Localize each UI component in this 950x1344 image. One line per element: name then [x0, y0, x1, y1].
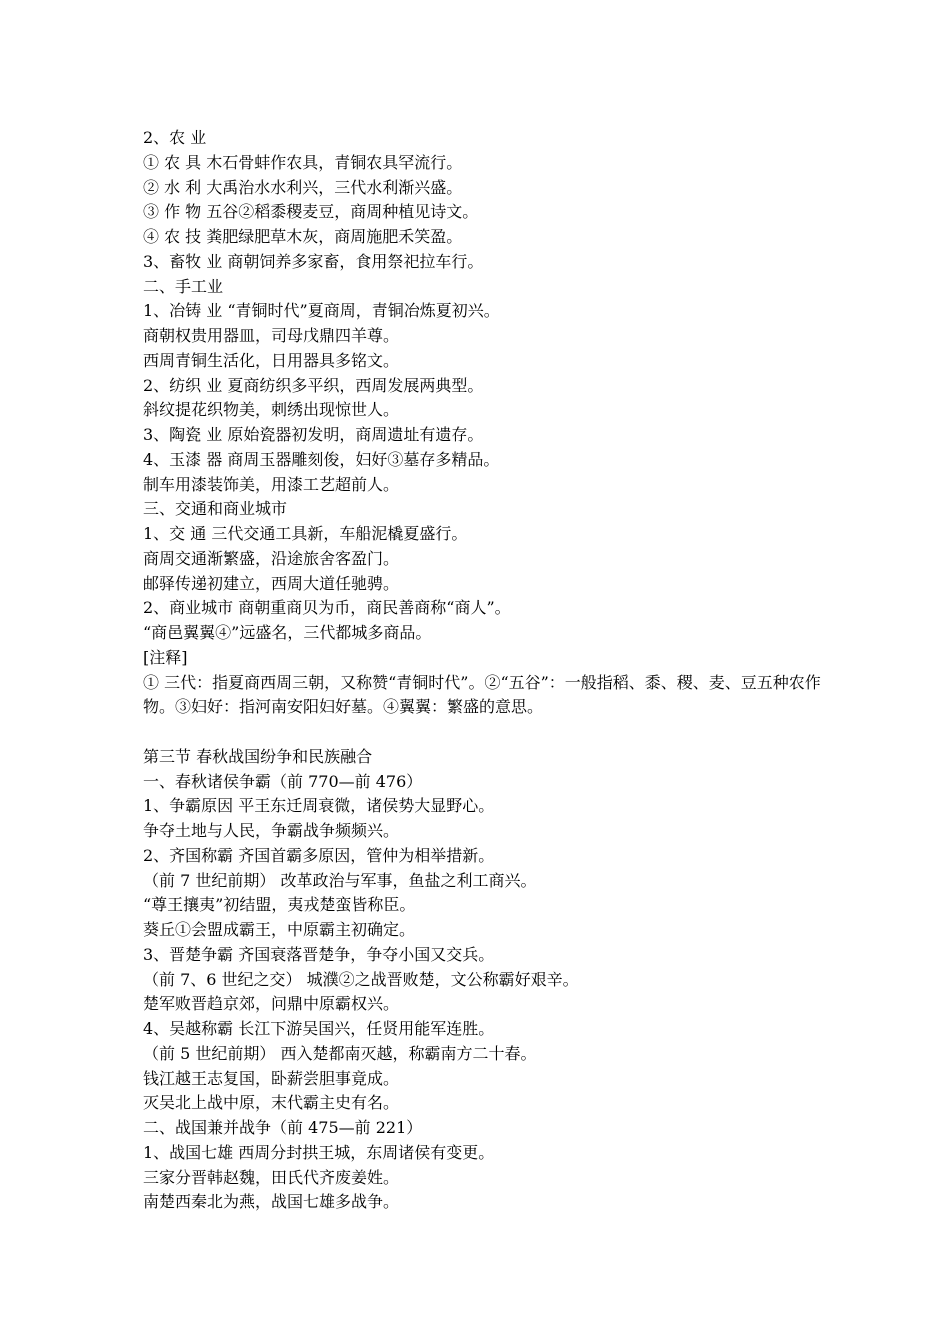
text-line: 2、纺织 业 夏商纺织多平织，西周发展两典型。: [143, 375, 484, 395]
text-line: 2、农 业: [143, 128, 207, 147]
text-line: 商周交通渐繁盛，沿途旅舍客盈门。: [143, 548, 400, 568]
text-line: 楚军败晋趋京郊，问鼎中原霸权兴。: [143, 994, 400, 1014]
text-line: ② 水 利 大禹治水水利兴，三代水利渐兴盛。: [143, 177, 463, 197]
notes-text: ① 三代：指夏商西周三朝，又称赞“青铜时代”。②“五谷”：一般指稻、黍、稷、麦、豆五种农作物。③妇好：指河南安阳妇好墓。④翼翼：繁盛的意思。: [143, 672, 821, 717]
text-line: “商邑翼翼④”远盛名，三代都城多商品。: [143, 623, 432, 642]
section-part1: [143, 126, 833, 720]
text-line: 1、战国七雄 西周分封拱王城，东周诸侯有变更。: [143, 1142, 495, 1162]
text-line: 4、玉漆 器 商周玉器雕刻俊，妇好③墓存多精品。: [143, 449, 500, 469]
document-page: [143, 126, 833, 1215]
section-heading: 二、战国兼并战争（前 475—前 221）: [143, 1118, 423, 1137]
text-line: 邮驿传递初建立，西周大道任驰骋。: [143, 573, 400, 593]
text-line: 三家分晋韩赵魏，田氏代齐废姜姓。: [143, 1167, 400, 1187]
text-line: ④ 农 技 粪肥绿肥草木灰，商周施肥禾笑盈。: [143, 227, 463, 246]
text-line: （前 7 世纪前期） 改革政治与军事，鱼盐之利工商兴。: [143, 870, 537, 890]
text-line: 争夺土地与人民，争霸战争频频兴。: [143, 821, 400, 840]
text-line: （前 7、6 世纪之交） 城濮②之战晋败楚，文公称霸好艰辛。: [143, 969, 579, 989]
text-line: 钱江越王志复国，卧薪尝胆事竟成。: [143, 1068, 400, 1088]
text-line: 4、吴越称霸 长江下游吴国兴，任贤用能军连胜。: [143, 1019, 495, 1038]
text-line: 西周青铜生活化，日用器具多铭文。: [143, 350, 400, 370]
blank-line: [143, 720, 833, 745]
text-line: 2、齐国称霸 齐国首霸多原因，管仲为相举措新。: [143, 845, 495, 865]
section-heading: 一、春秋诸侯争霸（前 770—前 476）: [143, 771, 423, 791]
text-line: 3、畜牧 业 商朝饲养多家畜，食用祭祀拉车行。: [143, 251, 484, 271]
text-line: （前 5 世纪前期） 西入楚都南灭越，称霸南方二十春。: [143, 1043, 537, 1063]
text-line: 3、陶瓷 业 原始瓷器初发明，商周遗址有遗存。: [143, 425, 484, 444]
text-line: 1、冶铸 业 “青铜时代”夏商周，青铜冶炼夏初兴。: [143, 301, 500, 321]
text-line: 3、晋楚争霸 齐国衰落晋楚争，争夺小国又交兵。: [143, 944, 495, 964]
text-line: ① 农 具 木石骨蚌作农具，青铜农具罕流行。: [143, 152, 463, 172]
section-heading: 二、手工业: [143, 276, 224, 296]
notes-heading: [注释]: [143, 647, 188, 667]
text-line: 南楚西秦北为燕，战国七雄多战争。: [143, 1192, 400, 1212]
text-line: 2、商业城市 商朝重商贝为币，商民善商称“商人”。: [143, 598, 511, 618]
text-line: ③ 作 物 五谷②稻黍稷麦豆，商周种植见诗文。: [143, 202, 479, 222]
section-part2: [143, 745, 833, 1215]
text-line: 制车用漆装饰美，用漆工艺超前人。: [143, 474, 400, 494]
text-line: 斜纹提花织物美，刺绣出现惊世人。: [143, 400, 400, 420]
text-line: 1、争霸原因 平王东迁周衰微，诸侯势大显野心。: [143, 796, 495, 816]
section-heading: 三、交通和商业城市: [143, 499, 288, 519]
text-line: 灭吴北上战中原，末代霸主史有名。: [143, 1093, 400, 1113]
text-line: 商朝权贵用器皿，司母戊鼎四羊尊。: [143, 326, 400, 345]
text-line: 1、交 通 三代交通工具新，车船泥橇夏盛行。: [143, 524, 468, 543]
chapter-title: 第三节 春秋战国纷争和民族融合: [143, 746, 373, 766]
text-line: “尊王攘夷”初结盟，夷戎楚蛮皆称臣。: [143, 895, 416, 915]
text-line: 葵丘①会盟成霸王，中原霸主初确定。: [143, 920, 416, 939]
